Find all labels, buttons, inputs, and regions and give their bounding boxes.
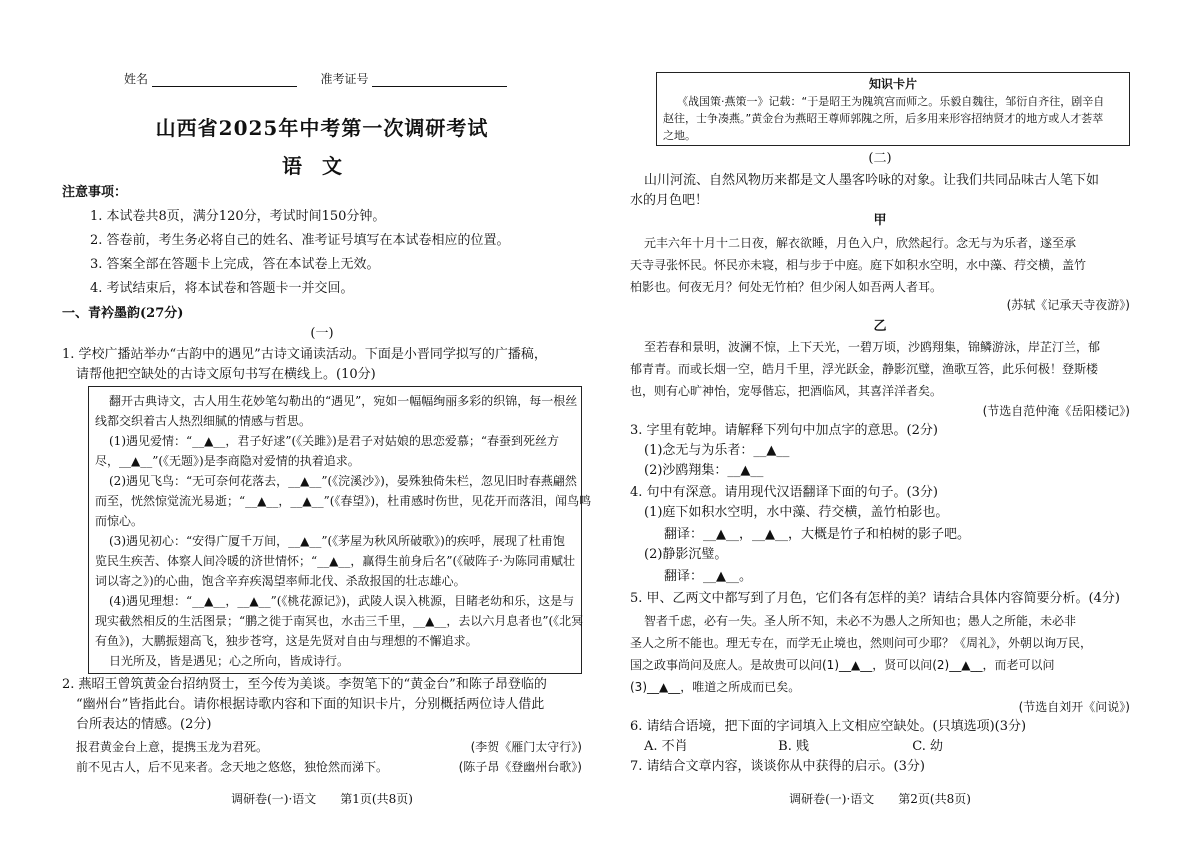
- notice-item: 2. 答卷前，考生务必将自己的姓名、准考证号填写在本试卷相应的位置。: [90, 233, 510, 248]
- passage-line: (3)__▲__，唯道之所成而已矣。: [630, 680, 801, 694]
- poem-source: (陈子昂《登幽州台歌》): [458, 760, 582, 774]
- exam-title: 山西省2025年中考第一次调研考试: [155, 116, 489, 140]
- draft-line: 有鱼》)，大鹏振翅高飞，独步苍穹，这是先贤对自由与理想的不懈追求。: [95, 634, 478, 648]
- draft-line: (1)遇见爱情：“__▲__，君子好逑”(《关雎》)是君子对姑娘的思恋爱慕；“春蚕到死丝方: [109, 434, 559, 448]
- draft-line: 尽，__▲__”(《无题》)是李商隐对爱情的执着追求。: [95, 454, 360, 468]
- notice-item: 3. 答案全部在答题卡上完成，答在本试卷上无效。: [90, 257, 380, 272]
- passage-line: 国之政事尚问及庶人。是故贵可以问(1)__▲__，贤可以问(2)__▲__，而老可以问: [630, 658, 1055, 672]
- notice-item: 4. 考试结束后，将本试卷和答题卡一并交回。: [90, 281, 354, 296]
- name-label: 姓名: [124, 72, 149, 86]
- question-4: 4. 句中有深意。请用现代汉语翻译下面的句子。(3分): [630, 485, 938, 500]
- question-2: 2. 燕昭王曾筑黄金台招纳贤士，至今传为美谈。李贺笔下的“黄金台”和陈子昂登临的: [62, 677, 547, 692]
- card-line: 赵往，士争凑燕。”黄金台为燕昭王尊师郭隗之所，后多用来形容招纳贤才的地方或人才荟萃: [663, 112, 1104, 125]
- question-4-answer: 翻译：__▲__，__▲__，大概是竹子和柏树的影子吧。: [664, 527, 970, 542]
- notice-heading: 注意事项：: [62, 185, 128, 200]
- part-heading: (一): [310, 326, 334, 341]
- ticket-blank[interactable]: [372, 72, 507, 87]
- question-4-item: (2)静影沉璧。: [644, 547, 728, 562]
- question-3-item: (1)念无与为乐者：__▲__: [644, 443, 790, 458]
- name-blank[interactable]: [152, 72, 297, 87]
- question-5: 5. 甲、乙两文中都写到了月色，它们各有怎样的美？请结合具体内容简要分析。(4分): [630, 591, 1120, 606]
- passage-line: 也，则有心旷神怡，宠辱偕忘，把酒临风，其喜洋洋者矣。: [630, 384, 943, 398]
- passage-line: 至若春和景明，波澜不惊，上下天光，一碧万顷，沙鸥翔集，锦鳞游泳，岸芷汀兰，郁: [644, 340, 1101, 354]
- passage-line: 天寺寻张怀民。怀民亦未寝，相与步于中庭。庭下如积水空明，水中藻、荇交横，盖竹: [630, 258, 1087, 272]
- poem-line: 报君黄金台上意，提携玉龙为君死。: [76, 740, 269, 754]
- option-c: C. 幼: [912, 739, 944, 754]
- passage-source: (节选自范仲淹《岳阳楼记》): [982, 404, 1130, 418]
- question-1: 1. 学校广播站举办“古韵中的遇见”古诗文诵读活动。下面是小晋同学拟写的广播稿，: [62, 347, 547, 362]
- passage-line: 元丰六年十月十二日夜，解衣欲睡，月色入户，欣然起行。念无与为乐者，遂至承: [644, 236, 1077, 250]
- question-7: 7. 请结合文章内容，谈谈你从中获得的启示。(3分): [630, 759, 925, 774]
- knowledge-card: [656, 72, 1130, 146]
- question-6-options: [630, 738, 1130, 756]
- passage-line: 智者千虑，必有一失。圣人所不知，未必不为愚人之所知也；愚人之所能，未必非: [644, 614, 1077, 628]
- draft-line: 线都交织着古人热烈细腻的情感与哲思。: [95, 414, 312, 428]
- page-footer: 调研卷(一)·语文 第2页(共8页): [789, 792, 971, 806]
- passage-label-yi: 乙: [873, 319, 887, 334]
- card-line: 之地。: [663, 129, 696, 142]
- intro-text: 水的月色吧！: [630, 193, 709, 208]
- part-heading: (二): [868, 151, 892, 166]
- option-a: A. 不肖: [644, 739, 688, 754]
- broadcast-draft-box: [88, 386, 592, 674]
- section-heading: 一、青衿墨韵(27分): [62, 306, 184, 321]
- draft-line: 翻开古典诗文，古人用生花妙笔勾勒出的“遇见”，宛如一幅幅绚丽多彩的织锦，每一根丝: [109, 394, 578, 408]
- draft-line: 而至，恍然惊觉流光易逝；“__▲__，__▲__”(《春望》)，杜甫感时伤世，见花开而落泪，闻鸟鸣: [95, 494, 592, 508]
- draft-line: 而惊心。: [95, 514, 144, 528]
- candidate-info-row: [124, 70, 564, 87]
- passage-line: 圣人之所不能也。理无专在，而学无止境也，然则问可少耶？《周礼》，外朝以询万民，: [630, 636, 1093, 650]
- question-4-item: (1)庭下如积水空明，水中藻、荇交横，盖竹柏影也。: [644, 505, 949, 520]
- poem-line: 前不见古人，后不见来者。念天地之悠悠，独怆然而涕下。: [76, 760, 389, 774]
- card-line: 《战国策·燕策一》记载：“于是昭王为隗筑宫而师之。乐毅自魏往，邹衍自齐往，剧辛自: [677, 95, 1105, 108]
- ticket-label: 准考证号: [320, 72, 369, 86]
- subject-title: 语文: [282, 154, 362, 178]
- draft-line: (2)遇见飞鸟：“无可奈何花落去，__▲__”(《浣溪沙》)，晏殊独倚朱栏，忽见旧时春燕翩然: [109, 474, 577, 488]
- question-3: 3. 字里有乾坤。请解释下列句中加点字的意思。(2分): [630, 423, 938, 438]
- question-3-item: (2)沙鸥翔集：__▲__: [644, 463, 764, 478]
- passage-line: 柏影也。何夜无月？何处无竹柏？但少闲人如吾两人者耳。: [630, 280, 943, 294]
- passage-source: (苏轼《记承天寺夜游》): [1006, 298, 1130, 312]
- notice-item: 1. 本试卷共8页，满分120分，考试时间150分钟。: [90, 209, 386, 224]
- draft-line: 览民生疾苦、体察人间冷暖的济世情怀；“__▲__，赢得生前身后名”(《破阵子·为陈同甫赋壮: [95, 554, 575, 568]
- draft-line: (3)遇见初心：“安得广厦千万间，__▲__”(《茅屋为秋风所破歌》)的疾呼，展现了杜甫饱: [109, 534, 565, 548]
- question-4-answer: 翻译：__▲__。: [664, 569, 752, 584]
- intro-text: 山川河流、自然风物历来都是文人墨客吟咏的对象。让我们共同品味古人笔下如: [644, 173, 1100, 188]
- draft-line: 日光所及，皆是遇见；心之所向，皆成诗行。: [109, 654, 350, 668]
- passage-line: 郁青青。而或长烟一空，皓月千里，浮光跃金，静影沉璧，渔歌互答，此乐何极！登斯楼: [630, 362, 1099, 376]
- draft-line: (4)遇见理想：“__▲__，__▲__”(《桃花源记》)，武陵人误入桃源，目睹老幼和乐，这是与: [109, 594, 575, 608]
- draft-line: 词以寄之》)的心曲，饱含辛弃疾渴望率师北伐、杀敌报国的壮志雄心。: [95, 574, 466, 588]
- passage-source: (节选自刘开《问说》): [1018, 700, 1130, 714]
- draft-line: 现实截然相反的生活图景；“鹏之徙于南冥也，水击三千里，__▲__，去以六月息者也”(《北冥: [95, 614, 584, 628]
- page-2: [630, 0, 1130, 849]
- page-1: [62, 0, 592, 849]
- question-2-cont: “幽州台”皆指此台。请你根据诗歌内容和下面的知识卡片，分别概括两位诗人借此: [76, 697, 545, 712]
- page-footer: 调研卷(一)·语文 第1页(共8页): [231, 792, 413, 806]
- poem-source: (李贺《雁门太守行》): [470, 740, 582, 754]
- question-1-cont: 请帮他把空缺处的古诗文原句书写在横线上。(10分): [76, 367, 376, 382]
- knowledge-card-title: 知识卡片: [868, 77, 917, 91]
- option-b: B. 贱: [778, 739, 809, 754]
- question-2-cont: 台所表达的情感。(2分): [76, 717, 212, 732]
- passage-label-jia: 甲: [873, 213, 887, 228]
- question-6: 6. 请结合语境，把下面的字词填入上文相应空缺处。(只填选项)(3分): [630, 719, 1027, 734]
